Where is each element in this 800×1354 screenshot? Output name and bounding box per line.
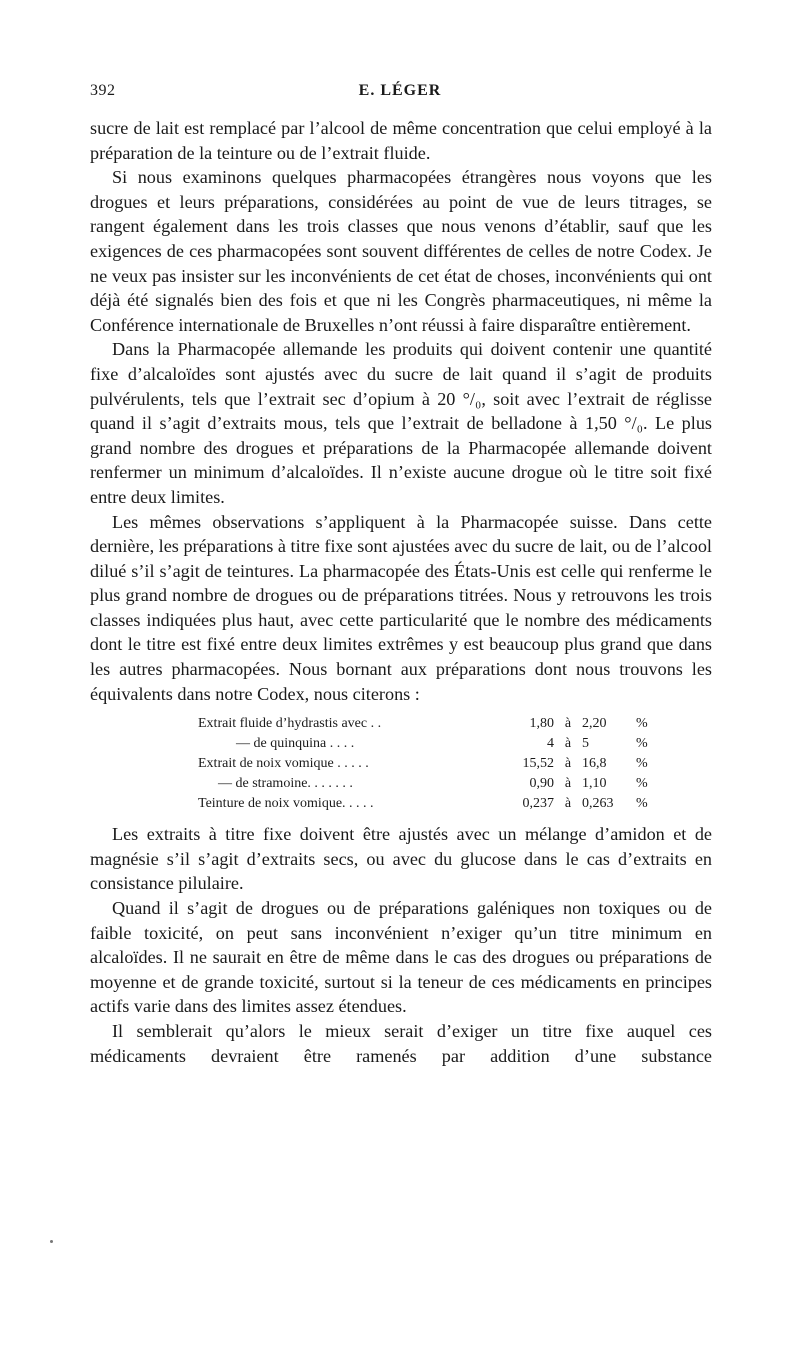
- paragraph-7: Il semblerait qu’alors le mieux serait d’exiger un titre fixe auquel ces médicaments devraient être ramenés par addition d’une substance: [90, 1021, 712, 1066]
- table-cell-unit: %: [636, 716, 648, 732]
- table-cell-low: 1,80: [529, 716, 554, 732]
- table-cell-unit: %: [636, 736, 648, 752]
- paragraph-2: Si nous examinons quelques pharmacopées étrangères nous voyons que les drogues et leurs préparations, considérées au point de vue de leurs titrages, se rangent également dans les trois classes que nous venons d’établir, sauf que les exigences de ces pharmacopées sont souvent différentes de celles de notre Codex. Je ne veux pas insister sur les inconvénients de cet état de choses, inconvénients qui ont déjà été signalés bien des fois et que ni les Congrès pharmaceutiques, ni même la Conférence internationale de Bruxelles n’ont réussi à faire disparaître entièrement.: [90, 167, 712, 335]
- table-cell-high: 0,263: [582, 796, 614, 812]
- paragraph-1: sucre de lait est remplacé par l’alcool de même concentration que celui employé à la préparation de la teinture ou de l’extrait fluide.: [90, 118, 712, 163]
- table-cell-sep: à: [564, 716, 572, 732]
- table-cell-high: 5: [582, 736, 589, 752]
- table-cell-sep: à: [564, 756, 572, 772]
- table-row: [198, 794, 656, 814]
- table-cell-name: Extrait de noix vomique . . . . .: [198, 756, 369, 772]
- table-cell-sep: à: [564, 736, 572, 752]
- table-cell-sep: à: [564, 776, 572, 792]
- table-cell-name: Teinture de noix vomique. . . . .: [198, 796, 374, 812]
- table-cell-low: 4: [547, 736, 554, 752]
- table-cell-high: 16,8: [582, 756, 607, 772]
- table-cell-name: — de stramoine. . . . . . .: [218, 776, 353, 792]
- table-cell-high: 2,20: [582, 716, 607, 732]
- table-cell-high: 1,10: [582, 776, 607, 792]
- table-cell-sep: à: [564, 796, 572, 812]
- table-cell-name: — de quinquina . . . .: [236, 736, 355, 752]
- table-row: [198, 774, 656, 794]
- paragraph-6: Quand il s’agit de drogues ou de préparations galéniques non toxiques ou de faible toxicité, on peut sans inconvénient n’exiger qu’un titre minimum en alcaloïdes. Il ne saurait en être de même dans le cas des drogues ou préparations de moyenne et de grande toxicité, surtout si la teneur de ces médicaments en principes actifs varie dans des limites assez étendues.: [90, 898, 712, 1017]
- table-row: [198, 754, 656, 774]
- table-cell-unit: %: [636, 776, 648, 792]
- table-cell-low: 15,52: [522, 756, 554, 772]
- assay-table: [198, 714, 656, 814]
- table-cell-unit: %: [636, 796, 648, 812]
- paragraph-5: Les extraits à titre fixe doivent être ajustés avec un mélange d’amidon et de magnésie s’il s’agit d’extraits secs, ou avec du glucose dans le cas d’extraits en consistance pilulaire.: [90, 824, 712, 894]
- body-text: [90, 116, 712, 1068]
- table-cell-name: Extrait fluide d’hydrastis avec . .: [198, 716, 382, 732]
- paragraph-4: Les mêmes observations s’appliquent à la Pharmacopée suisse. Dans cette dernière, les préparations à titre fixe sont ajustées avec du sucre de lait, ou de l’alcool dilué s’il s’agit de teintures. La pharmacopée des États-Unis est celle qui renferme le plus grand nombre de drogues ou de préparations titrées. Nous y retrouvons les trois classes indiquées plus haut, avec cette particularité que le nombre des médicaments dont le titre est fixé entre deux limites extrêmes y est beaucoup plus grand que dans les autres pharmacopées. Nous bornant aux préparations dont nous trouvons les équivalents dans notre Codex, nous citerons :: [90, 511, 712, 704]
- print-speck: [50, 1240, 53, 1243]
- page-number: 392: [90, 82, 116, 99]
- table-row: [198, 734, 656, 754]
- table-cell-low: 0,237: [522, 796, 554, 812]
- running-head: E. LÉGER: [358, 82, 442, 99]
- table-cell-low: 0,90: [529, 776, 554, 792]
- table-row: [198, 714, 656, 734]
- table-cell-unit: %: [636, 756, 648, 772]
- paragraph-3: Dans la Pharmacopée allemande les produits qui doivent contenir une quantité fixe d’alcaloïdes sont ajustés avec du sucre de lait quand il s’agit de produits pulvérulents, tels que l’extrait sec d’opium à 20 °/₀, soit avec l’extrait de réglisse quand il s’agit d’extraits mous, tels que l’extrait de belladone à 1,50 °/₀. Le plus grand nombre des drogues et préparations de la Pharmacopée allemande doivent renfermer un minimum d’alcaloïdes. Il n’existe aucune drogue où le titre soit fixé entre deux limites.: [90, 339, 712, 507]
